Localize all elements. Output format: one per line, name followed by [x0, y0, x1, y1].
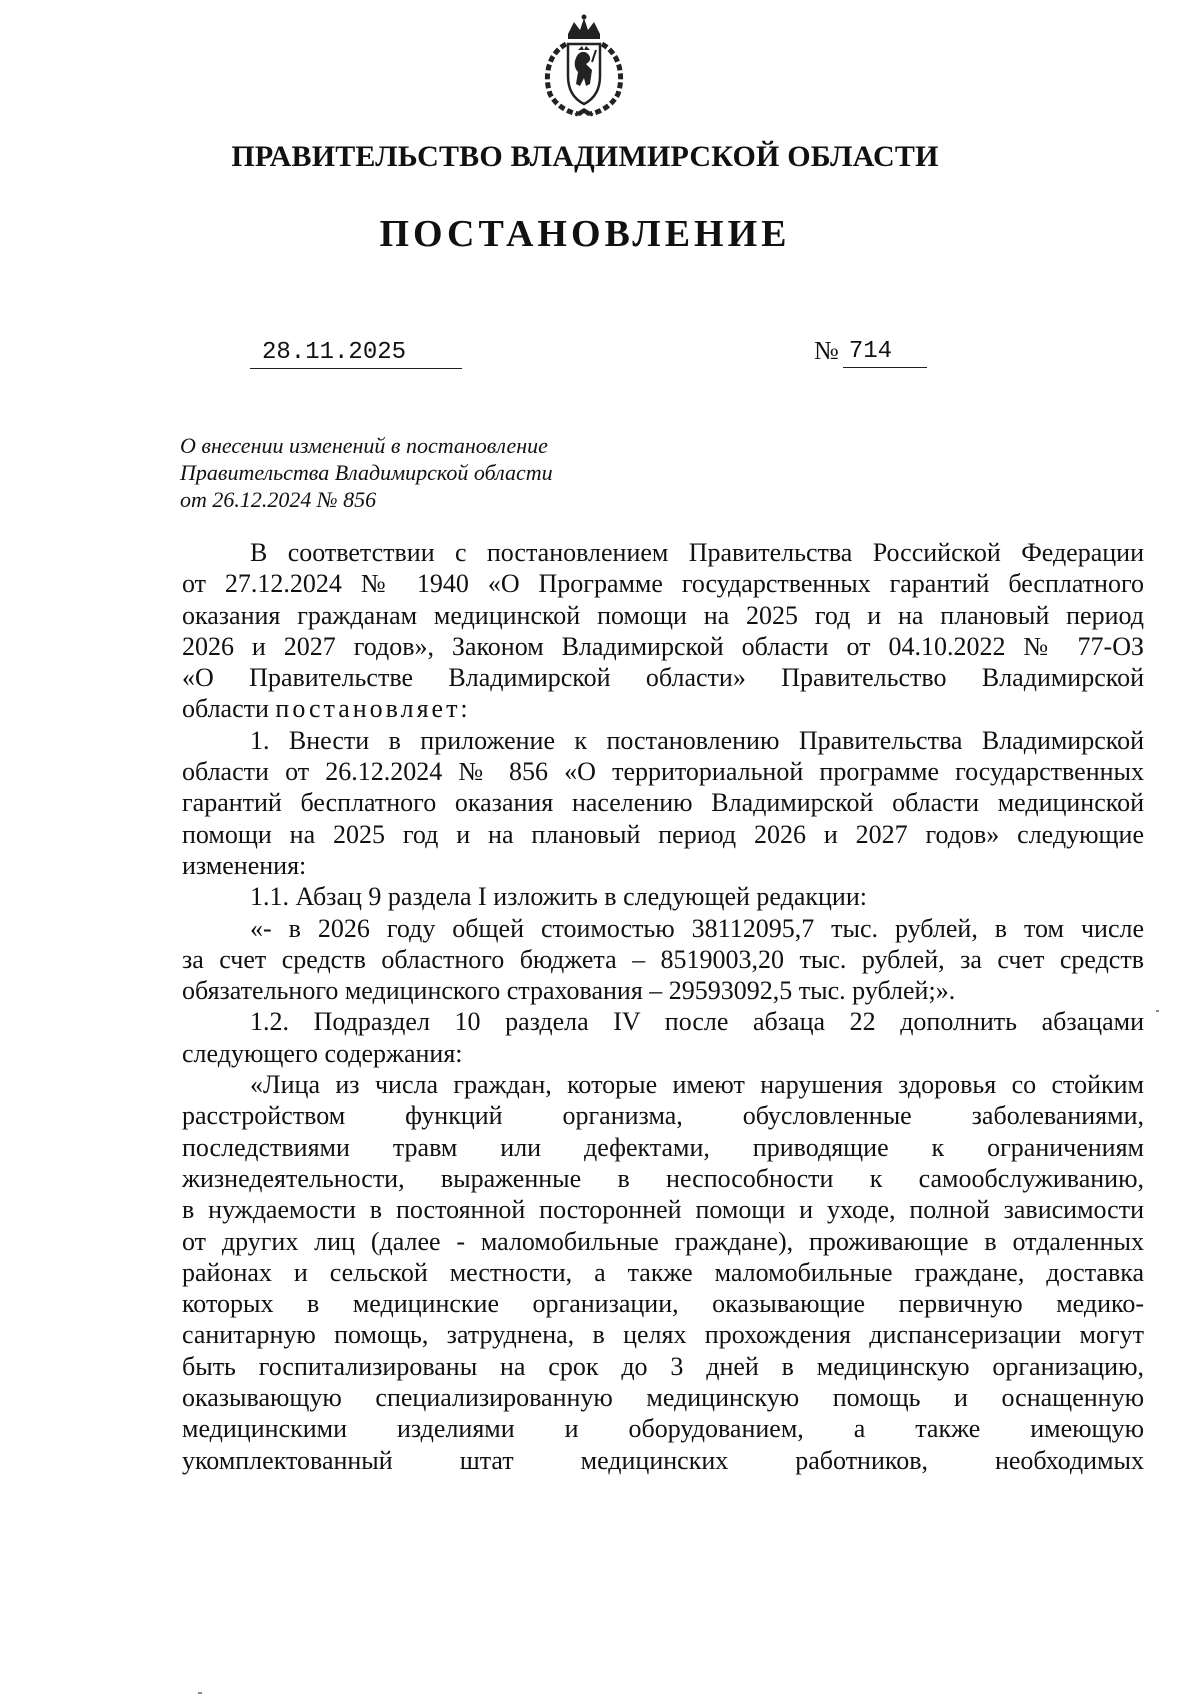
body-line: от других лиц (далее - маломобильные граждане), проживающие в отдаленных	[182, 1226, 1144, 1256]
body-line: 1.2. Подраздел 10 раздела IV после абзаца 22 дополнить абзацами	[250, 1007, 1144, 1037]
body-line: изменения:	[182, 850, 307, 880]
body-line: за счет средств областного бюджета – 8519003,20 тыс. рублей, за счет средств	[182, 944, 1144, 974]
body-line: «О Правительстве Владимирской области» Правительство Владимирской	[182, 663, 1144, 693]
body-line: в нуждаемости в постоянной посторонней помощи и уходе, полной зависимости	[182, 1195, 1144, 1225]
scan-speck	[1156, 1010, 1159, 1012]
document-type-title: ПОСТАНОВЛЕНИЕ	[379, 213, 791, 255]
body-line: гарантий бесплатного оказания населению Владимирской области медицинской	[182, 788, 1144, 818]
document-subject	[180, 432, 553, 513]
body-line: укомплектованный штат медицинских работников, необходимых	[182, 1445, 1144, 1475]
body-line: жизнедеятельности, выраженные в неспособности к самообслуживанию,	[182, 1163, 1144, 1193]
body-line: следующего содержания:	[182, 1038, 463, 1068]
scan-speck	[198, 1692, 202, 1694]
coat-of-arms-icon	[538, 14, 630, 118]
body-line: оказывающую специализированную медицинскую помощь и оснащенную	[182, 1383, 1144, 1413]
body-line: районах и сельской местности, а также маломобильные граждане, доставка	[182, 1257, 1144, 1287]
subject-line: от 26.12.2024 № 856	[180, 487, 377, 512]
body-line: которых в медицинские организации, оказывающие первичную медико-	[182, 1289, 1144, 1319]
body-line: области от 26.12.2024 № 856 «О территориальной программе государственных	[182, 757, 1144, 787]
body-line: «Лица из числа граждан, которые имеют нарушения здоровья со стойким	[250, 1070, 1144, 1100]
body-line: обязательного медицинского страхования – 29593092,5 тыс. рублей;».	[182, 976, 956, 1006]
body-line: 1. Внести в приложение к постановлению Правительства Владимирской	[250, 725, 1144, 755]
body-line: В соответствии с постановлением Правительства Российской Федерации	[250, 538, 1144, 567]
body-line: 2026 и 2027 годов», Законом Владимирской области от 04.10.2022 № 77-ОЗ	[182, 631, 1144, 661]
body-line: расстройством функций организма, обусловленные заболеваниями,	[182, 1101, 1144, 1131]
body-line: санитарную помощь, затруднена, в целях прохождения диспансеризации могут	[182, 1320, 1144, 1350]
resolution-word: постановляет:	[275, 694, 471, 724]
body-line: последствиями травм или дефектами, приводящие к ограничениям	[182, 1132, 1144, 1162]
document-body	[182, 537, 1144, 1476]
body-line: 1.1. Абзац 9 раздела I изложить в следующей редакции:	[250, 882, 867, 912]
body-line	[182, 693, 1144, 724]
document-number-block	[814, 334, 927, 368]
subject-line: О внесении изменений в постановление	[180, 433, 548, 458]
body-line: оказания гражданам медицинской помощи на 2025 год и на плановый период	[182, 600, 1144, 630]
body-line: быть госпитализированы на срок до 3 дней в медицинскую организацию,	[182, 1351, 1144, 1381]
body-text: области	[182, 694, 276, 724]
body-line: медицинскими изделиями и оборудованием, а также имеющую	[182, 1414, 1144, 1444]
document-date: 28.11.2025	[250, 338, 462, 369]
body-line: от 27.12.2024 № 1940 «О Программе государственных гарантий бесплатного	[182, 569, 1144, 599]
subject-line: Правительства Владимирской области	[180, 460, 553, 485]
number-label: №	[814, 336, 839, 365]
government-title: ПРАВИТЕЛЬСТВО ВЛАДИМИРСКОЙ ОБЛАСТИ	[231, 140, 939, 173]
body-line: помощи на 2025 год и на плановый период 2026 и 2027 годов» следующие	[182, 819, 1144, 849]
document-number: 714	[843, 337, 927, 368]
body-line: «- в 2026 году общей стоимостью 38112095,7 тыс. рублей, в том числе	[250, 913, 1144, 943]
